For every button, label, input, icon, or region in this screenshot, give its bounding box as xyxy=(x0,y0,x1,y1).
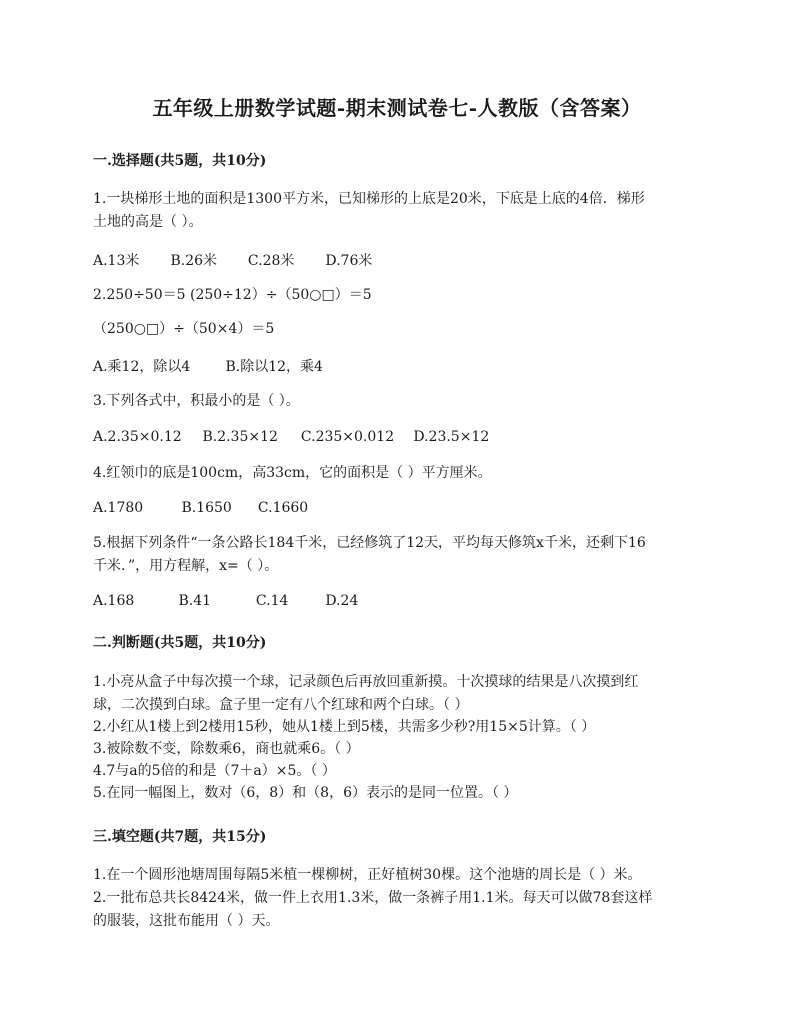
question-text: （250○□）÷（50×4）＝5 xyxy=(93,321,275,337)
question-text: 2.一批布总共长8424米，做一件上衣用1.3米，做一条裤子用1.1米。每天可以做78套这样 xyxy=(93,890,653,906)
option: B.26米 xyxy=(170,253,218,269)
question-text: 5.在同一幅图上，数对（6，8）和（8，6）表示的是同一位置。（ ） xyxy=(93,785,518,801)
question-text: 土地的高是（ ）。 xyxy=(93,214,203,230)
section-heading-judgement: 二.判断题(共5题，共10分) xyxy=(93,635,267,651)
question-text: 4.7与a的5倍的和是（7＋a）×5。（ ） xyxy=(93,763,336,779)
question-text: 2.小红从1楼上到2楼用15秒，她从1楼上到5楼，共需多少秒?用15×5计算。（ ） xyxy=(93,719,596,735)
option: B.41 xyxy=(178,593,212,609)
question-text: 3.被除数不变，除数乘6，商也就乘6。（ ） xyxy=(93,741,360,757)
option: A.乘12，除以4 xyxy=(93,359,191,375)
question-text: 的服装，这批布能用（ ）天。 xyxy=(93,913,280,929)
question-text: 千米．”，用方程解，x=（ ）。 xyxy=(93,558,279,574)
option: A.2.35×0.12 xyxy=(93,429,182,445)
option: B.2.35×12 xyxy=(202,429,278,445)
options-row xyxy=(93,250,372,270)
question-text: 4.红领巾的底是100cm，高33cm，它的面积是（ ）平方厘米。 xyxy=(93,465,492,481)
question-text: 3.下列各式中，积最小的是（ ）。 xyxy=(93,393,300,409)
option: B.1650 xyxy=(181,500,232,516)
option: C.14 xyxy=(255,593,289,609)
question-text: 球，二次摸到白球。盒子里一定有八个红球和两个白球。（ ） xyxy=(93,697,469,713)
option: D.23.5×12 xyxy=(413,429,490,445)
option: A.13米 xyxy=(93,253,140,269)
option: D.24 xyxy=(325,593,359,609)
page-title: 五年级上册数学试题-期末测试卷七-人教版（含答案） xyxy=(152,96,642,120)
option: D.76米 xyxy=(325,253,373,269)
section-heading-choice: 一.选择题(共5题，共10分) xyxy=(93,153,267,169)
options-row xyxy=(93,500,308,516)
question-text: 5.根据下列条件“一条公路长184千米，已经修筑了12天，平均每天修筑x千米，还剩下16 xyxy=(93,535,646,551)
option: C.1660 xyxy=(257,500,309,516)
section-heading-fill-blank: 三.填空题(共7题，共15分) xyxy=(93,829,267,845)
option: A.168 xyxy=(93,593,135,609)
options-row xyxy=(93,356,323,376)
option: C.28米 xyxy=(247,253,295,269)
option: C.235×0.012 xyxy=(300,429,395,445)
options-row xyxy=(93,429,489,445)
options-row xyxy=(93,593,358,609)
question-text: 1.一块梯形土地的面积是1300平方米，已知梯形的上底是20米，下底是上底的4倍．梯形 xyxy=(93,191,645,207)
option: A.1780 xyxy=(93,500,144,516)
question-text: 1.小亮从盒子中每次摸一个球，记录颜色后再放回重新摸。十次摸球的结果是八次摸到红 xyxy=(93,674,639,690)
option: B.除以12，乘4 xyxy=(225,359,323,375)
question-text: 1.在一个圆形池塘周围每隔5米植一棵柳树，正好植树30棵。这个池塘的周长是（ ）米。 xyxy=(93,867,642,883)
question-text: 2.250÷50＝5 (250÷12）÷（50○□）＝5 xyxy=(93,287,372,303)
